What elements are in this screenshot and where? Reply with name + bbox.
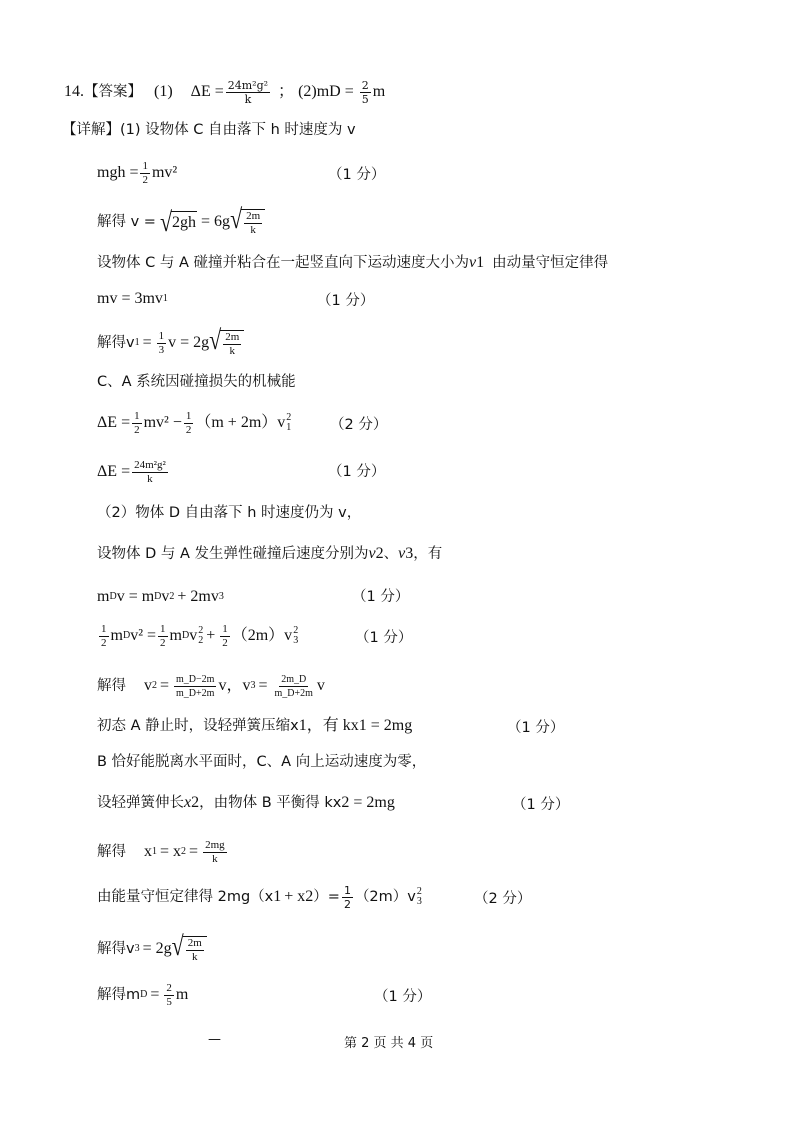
spring-extension-text: 设轻弹簧伸长 x 2 ，由物体 B 平衡得 kx 2 = 2mg	[97, 794, 395, 811]
eq-elastic-momentum: m D v = m D v 2 + 2mv 3	[97, 588, 224, 605]
initial-compression-text: 初态 A 静止时，设轻弹簧压缩x 1 ，有 kx 1 = 2mg	[97, 717, 413, 734]
sqrt-symbol: √ 2gh	[159, 205, 197, 237]
eq-solve-v2-v3: 解得 v 2 = $\frac{m\_D-2m}{m\_D+2m}$ v，v 3 = $\frac{2m\_D}{m\_D+2m}$ v	[97, 673, 325, 699]
footer-dash: —	[208, 1032, 221, 1047]
part2-label: (2)	[298, 83, 317, 100]
score: （2 分）	[330, 417, 388, 433]
eq-energy-result: ΔE = $\frac{\text{24m²g²}}{k}$	[97, 458, 166, 485]
eq-solve-v1: 解得v 1 = $\frac{1}{3}$ v = 2g √ $\frac{2m}{k}$	[97, 333, 244, 353]
detail-intro: 【详解】 (1) 设物体 C 自由落下 h 时速度为 v	[62, 122, 356, 138]
energy-loss-text: C、A 系统因碰撞损失的机械能	[97, 374, 296, 390]
eq-elastic-energy: $\frac{1}{2}$ m D v² = $\frac{1}{2}$ m D v 2 2 + $\frac{1}{2}$ （2m）v 2 3	[101, 622, 299, 649]
delta-e-lhs: ΔE =	[190, 83, 224, 100]
eq-solve-v3: 解得v 3 = 2g √ $\frac{2m}{k}$	[97, 939, 207, 959]
md-fraction: $\frac{2}{5}$	[361, 78, 369, 106]
answer-tag: 【答案】	[84, 84, 142, 100]
eq-solve-v: 解得 v = √ 2gh = 6g √ $\frac{2m}{k}$	[97, 212, 265, 232]
page-number: 第 2 页 共 4 页	[344, 1036, 434, 1051]
elastic-collision-text: 设物体 D 与 A 发生弹性碰撞后速度分别为 v 2 、 v 3 ，有	[97, 545, 443, 562]
collision-text: 设物体 C 与 A 碰撞并粘合在一起竖直向下运动速度大小为 v 1 由动量守恒定律得	[97, 254, 609, 271]
eq-momentum: mv = 3mv 1	[97, 290, 168, 307]
score: （2 分）	[474, 891, 532, 907]
part1-label: (1)	[154, 83, 173, 100]
answer-header: 14. 【答案】 (1) ΔE = $\frac{\text{24m²g²}}{k}$ ； (2) m D = $\frac{2}{5}$ m	[64, 78, 386, 106]
energy-conservation-eq: 由能量守恒定律得 2mg（x 1 + x 2 ）= $\frac{1}{2}$ （2m）v 2 3	[97, 883, 422, 911]
score: （1 分）	[374, 989, 432, 1005]
eq-solve-md: 解得m D = $\frac{2}{5}$ m	[97, 981, 189, 1008]
eq-x1-x2: 解得 x 1 = x 2 = $\frac{2mg}{k}$	[97, 838, 225, 865]
score: （1 分）	[352, 589, 410, 605]
part2-intro: （2）物体 D 自由落下 h 时速度仍为 v，	[97, 505, 362, 521]
eq-mgh: mgh = $\frac{1}{2}$ mv²	[97, 159, 178, 186]
score: （1 分）	[328, 464, 386, 480]
delta-e-fraction: $\frac{\text{24m²g²}}{k}$	[227, 78, 269, 106]
question-number: 14.	[64, 83, 84, 100]
score: （1 分）	[317, 293, 375, 309]
score: （1 分）	[507, 720, 565, 736]
eq-energy-loss: ΔE = $\frac{1}{2}$ mv² − $\frac{1}{2}$ （m + 2m）v 2 1	[97, 409, 292, 436]
score: （1 分）	[512, 797, 570, 813]
detail-tag: 【详解】	[62, 122, 120, 138]
score: （1 分）	[328, 167, 386, 183]
page-footer	[0, 1032, 794, 1052]
score: （1 分）	[355, 630, 413, 646]
b-lift-off-text: B 恰好能脱离水平面时，C、A 向上运动速度为零，	[97, 754, 427, 770]
